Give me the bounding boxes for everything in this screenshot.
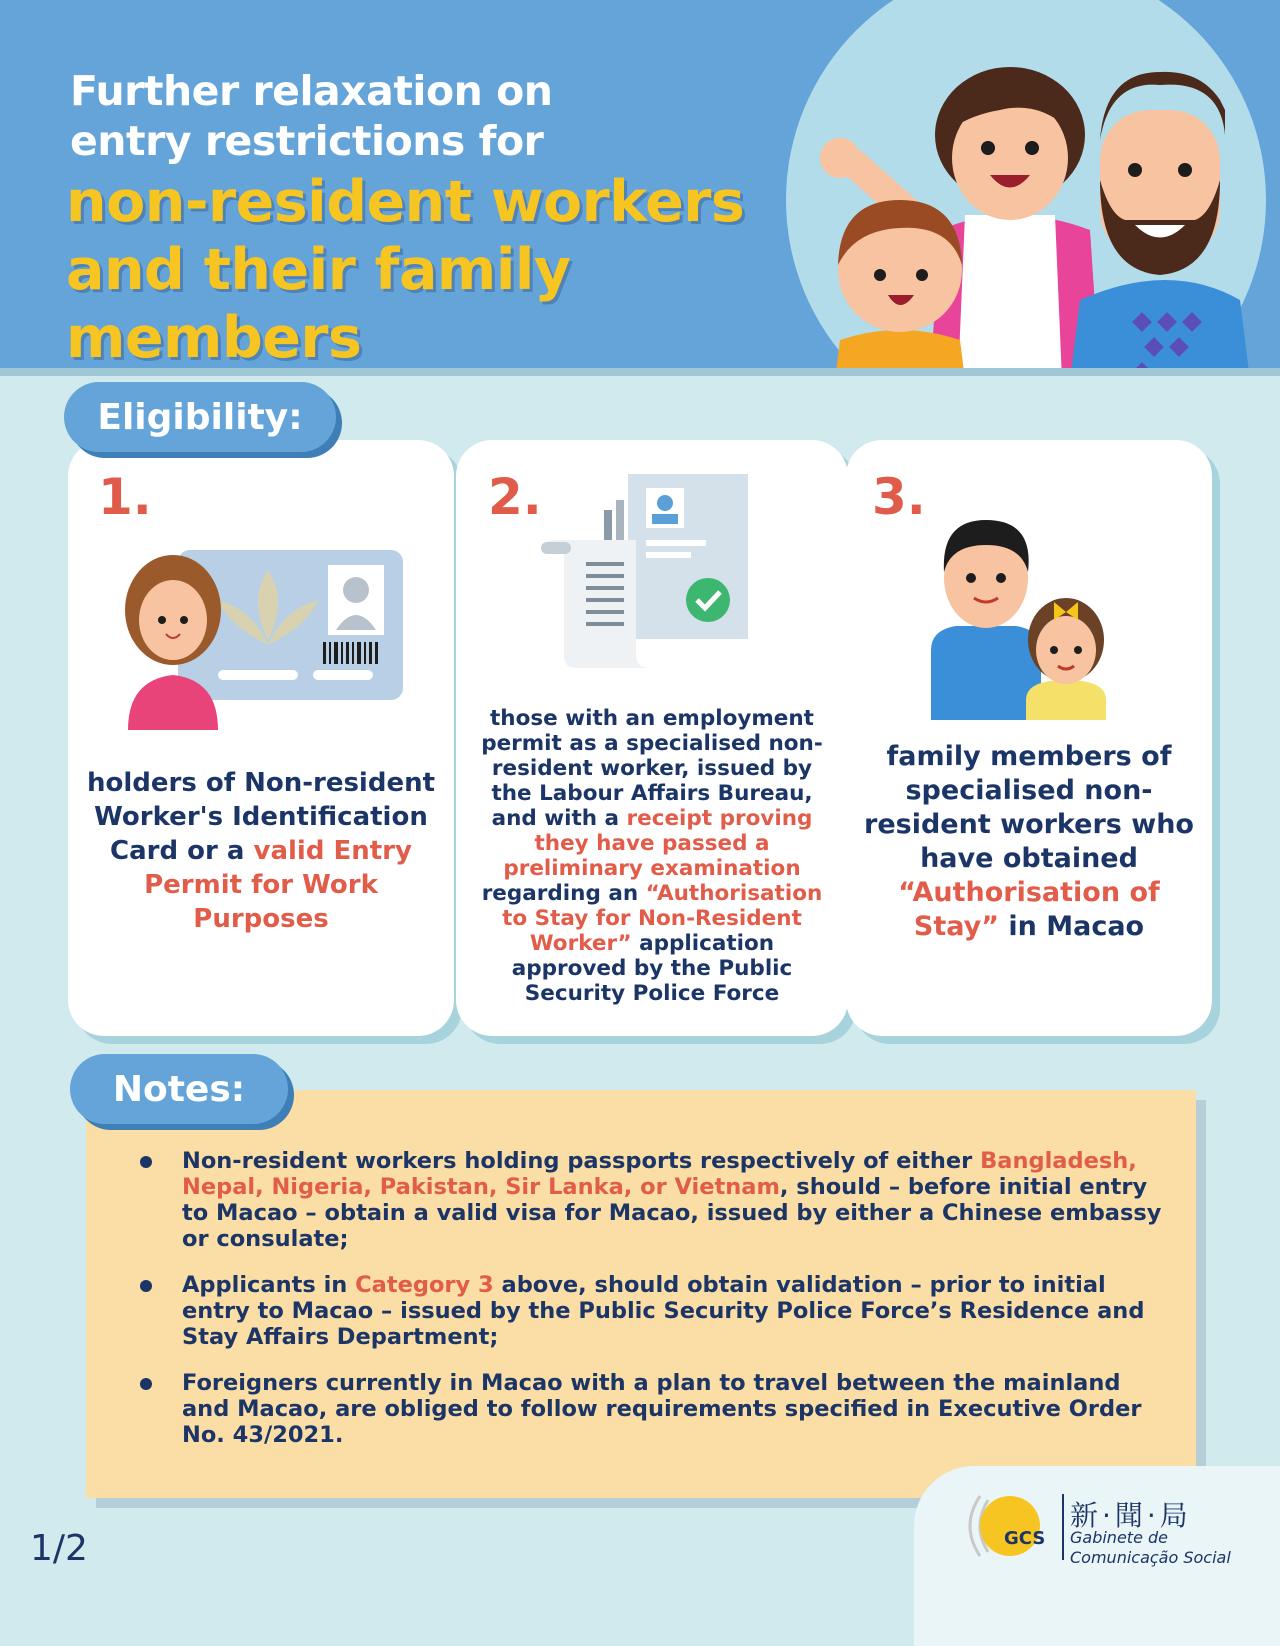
header-shadow bbox=[0, 368, 1280, 376]
notes-heading: Notes: bbox=[70, 1054, 288, 1124]
logo-divider bbox=[1062, 1494, 1064, 1560]
family-illustration bbox=[800, 40, 1270, 368]
eligibility-card-2 bbox=[456, 440, 848, 1036]
card-2-text-a: those with an employment permit as a specialised non-resident worker, issued by the Labour Affairs Bureau, and with a bbox=[481, 706, 823, 831]
card-number: 2. bbox=[488, 468, 542, 526]
title-line-4: and their family members bbox=[66, 237, 571, 368]
card-1-text bbox=[82, 766, 440, 936]
card-1-text-highlight: valid Entry Permit for Work Purposes bbox=[144, 836, 412, 934]
card-3-text-highlight: “Authorisation of Stay” bbox=[898, 877, 1160, 942]
card-number: 3. bbox=[872, 468, 926, 526]
eligibility-card-1 bbox=[68, 440, 454, 1036]
title-line-2: entry restrictions for bbox=[70, 117, 544, 165]
title-main bbox=[66, 168, 866, 368]
card-2-text-highlight: receipt proving they have passed a preliminary examination bbox=[503, 806, 813, 881]
logo-mark-text: GCS bbox=[1004, 1528, 1046, 1549]
note-2-text-b: above, should obtain validation – prior to initial entry to Macao – issued by the Public Security Police Force’s Residence and Stay Affairs Department; bbox=[182, 1272, 1145, 1350]
card-3-text-b: in Macao bbox=[998, 911, 1145, 942]
gcs-logo-icon bbox=[960, 1486, 1060, 1566]
family-members-illustration bbox=[916, 510, 1136, 730]
title-line-1: Further relaxation on bbox=[70, 67, 553, 115]
note-2-highlight: Category 3 bbox=[355, 1272, 494, 1298]
header-banner bbox=[0, 0, 1280, 368]
card-number: 1. bbox=[98, 468, 152, 526]
note-1-text-b: , should – before initial entry to Macao – obtain a valid visa for Macao, issued by either a Chinese embassy or consulate; bbox=[182, 1174, 1162, 1252]
card-2-text-c: application approved by the Public Security Police Force bbox=[511, 931, 793, 1006]
logo-line-1: Gabinete de bbox=[1070, 1528, 1168, 1547]
card-3-text-a: family members of specialised non-resident workers who have obtained bbox=[864, 741, 1194, 874]
note-1-text-a: Non-resident workers holding passports respectively of either bbox=[182, 1148, 981, 1174]
logo-chinese-name: 新·聞·局 bbox=[1070, 1499, 1192, 1532]
card-2-text-b: regarding an bbox=[481, 881, 646, 906]
document-illustration bbox=[536, 470, 756, 680]
id-card-illustration bbox=[118, 530, 418, 730]
logo-line-2: Comunicação Social bbox=[1070, 1548, 1231, 1567]
card-2-text-highlight-2: “Authorisation to Stay for Non-Resident Worker” bbox=[502, 881, 823, 956]
note-3-text-a: Foreigners currently in Macao with a plan to travel between the mainland and Macao, are obliged to follow requirements specified in Executive Order No. 43/2021. bbox=[182, 1370, 1142, 1448]
note-item-1 bbox=[182, 1148, 1162, 1252]
title-intro bbox=[70, 66, 670, 166]
logo-portuguese-name bbox=[1070, 1528, 1231, 1568]
note-item-2 bbox=[182, 1272, 1162, 1350]
note-2-text-a: Applicants in bbox=[182, 1272, 356, 1298]
eligibility-card-3 bbox=[846, 440, 1212, 1036]
note-1-highlight: Bangladesh, Nepal, Nigeria, Pakistan, Sir Lanka, or Vietnam bbox=[182, 1148, 1137, 1200]
card-2-text bbox=[470, 706, 834, 1006]
title-line-3: non-resident workers bbox=[66, 169, 745, 235]
card-1-text-a: holders of Non-resident Worker's Identification Card or a bbox=[86, 768, 436, 866]
eligibility-heading: Eligibility: bbox=[64, 382, 336, 452]
card-3-text bbox=[858, 740, 1200, 944]
notes-box bbox=[86, 1090, 1196, 1498]
page-indicator: 1/2 bbox=[30, 1528, 88, 1569]
note-item-3 bbox=[182, 1370, 1162, 1448]
